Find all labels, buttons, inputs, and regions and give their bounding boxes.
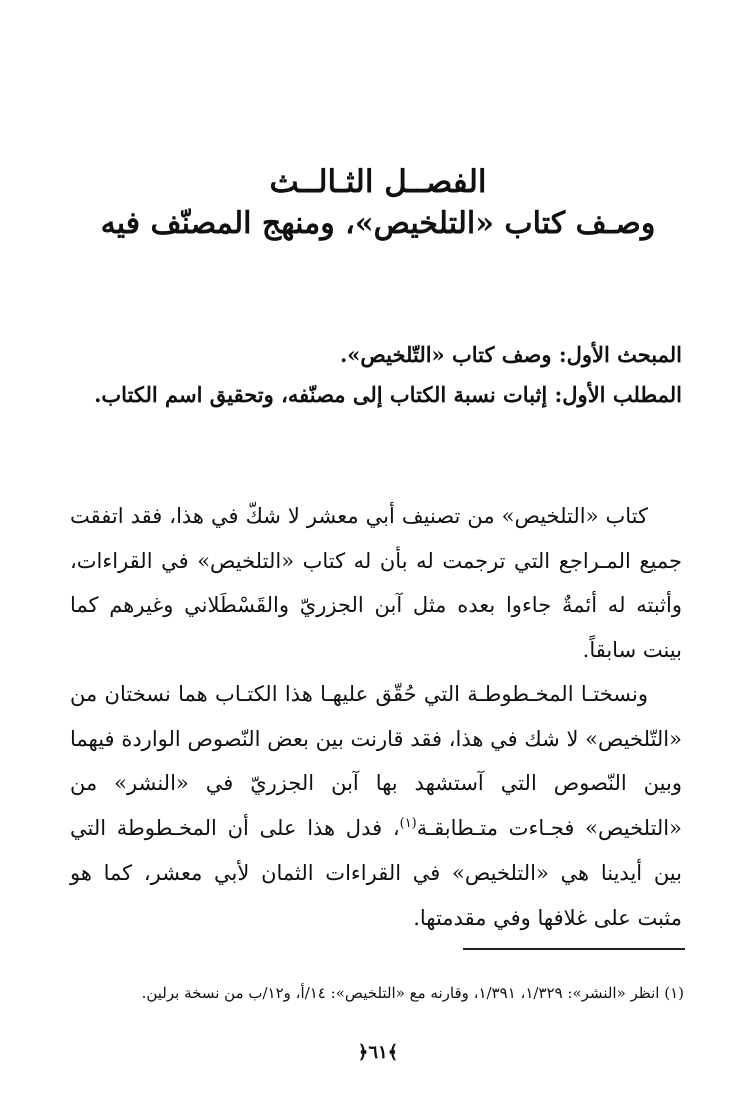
heading-text: وصف كتاب «التّلخيص». — [339, 342, 552, 367]
footnote: (١) انظر «النشر»: ١/٣٢٩، ١/٣٩١، وقارنه مع «التلخيص»: ١٤/أ، و١٢/ب من نسخة برلين. — [141, 984, 684, 1002]
section-heading-mabhath — [62, 340, 682, 370]
paragraph-text: ونسختـا المخـطوطـة التي حُقّق عليهـا هذا الكتـاب هما نسختان من «التّلخيص» لا شك في هذا، فقد قارنت بين بعض النّصوص الواردة فيهما وبين النّصوص التي آستشهد بها آبن الجزريّ في «النشر» من «التلخيص» فجـاءت متـطابقـة — [70, 682, 682, 841]
chapter-title: الفصــل الثـالــث — [269, 164, 487, 200]
footnote-divider — [463, 948, 685, 950]
body-paragraph: كتاب «التلخيص» من تصنيف أبي معشر لا شكّ في هذا، فقد اتفقت جميع المـراجع التي ترجمت له بأن له كتاب «التلخيص» في القراءات، وأثبته له أئمةٌ جاءوا بعده مثل آبن الجزريّ والقَسْطَلاني وغيرهم كما بينت سابقاً. — [70, 504, 682, 663]
heading-text: إثبات نسبة الكتاب إلى مصنّفه، وتحقيق اسم الكتاب. — [94, 382, 548, 407]
section-heading-matlab — [62, 380, 682, 410]
page-number: ﴿٦١﴾ — [357, 1042, 399, 1063]
heading-label: المبحث الأول: — [558, 342, 682, 367]
paragraph-text-continued: ، فدل هذا على أن المخـطوطة التي بين أيدينا هي «التلخيص» في القراءات الثمان لأبي معشر، كما هو مثبت على غلافها وفي مقدمتها. — [70, 816, 682, 930]
chapter-subtitle: وصـف كتاب «التلخيص»، ومنهج المصنّف فيه — [100, 206, 656, 241]
footnote-reference[interactable]: (١) — [399, 816, 417, 832]
heading-label: المطلب الأول: — [554, 382, 682, 407]
body-paragraph — [70, 672, 682, 940]
